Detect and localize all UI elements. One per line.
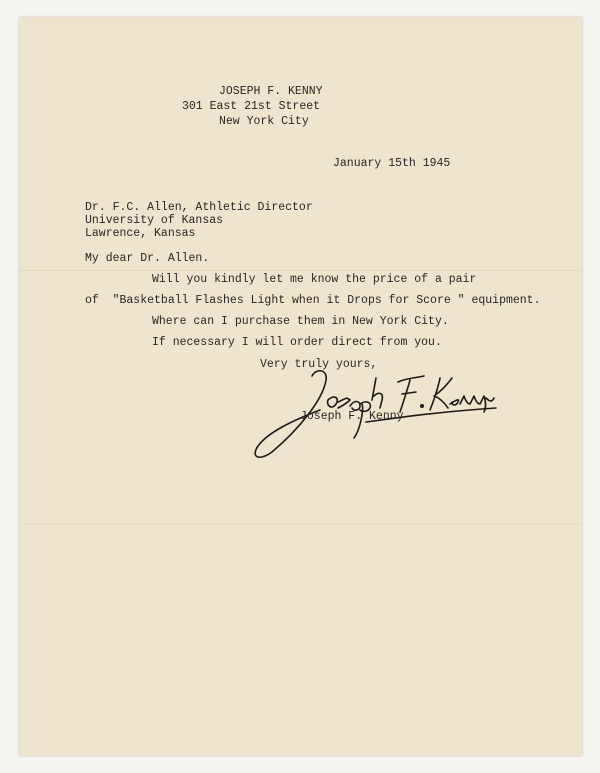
body-line-3: Where can I purchase them in New York City. xyxy=(152,315,449,328)
letterhead-city: New York City xyxy=(219,115,309,128)
letter-date: January 15th 1945 xyxy=(333,157,451,170)
fold-crease-lower xyxy=(19,524,582,526)
recipient-line-1: Dr. F.C. Allen, Athletic Director xyxy=(85,201,313,214)
body-line-1: Will you kindly let me know the price of a pair xyxy=(152,273,477,286)
letterhead-street: 301 East 21st Street xyxy=(182,100,321,113)
recipient-line-2: University of Kansas xyxy=(85,214,224,227)
body-line-2: of "Basketball Flashes Light when it Drops for Score " equipment. xyxy=(85,294,541,307)
salutation: My dear Dr. Allen. xyxy=(85,252,210,265)
typed-signer-name: Joseph F. Kenny xyxy=(300,410,404,423)
letterhead-name: JOSEPH F. KENNY xyxy=(219,85,323,98)
letter-page xyxy=(19,17,582,756)
body-line-4: If necessary I will order direct from you. xyxy=(152,336,442,349)
fold-crease-upper xyxy=(19,270,582,271)
recipient-line-3: Lawrence, Kansas xyxy=(85,227,196,240)
closing: Very truly yours, xyxy=(260,358,378,371)
